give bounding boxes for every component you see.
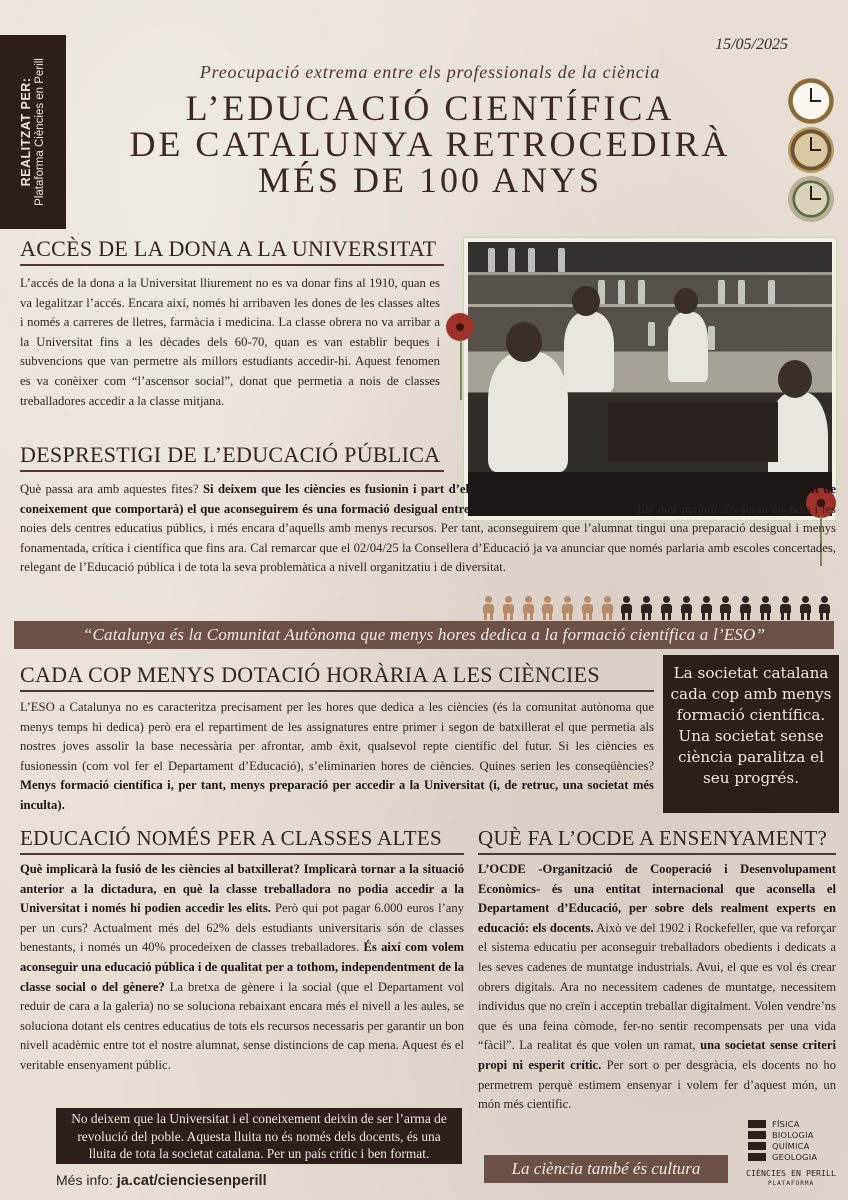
person-icon [500, 596, 514, 620]
author-org: Plataforma Ciències en Perill [34, 58, 46, 206]
bold-run: L’OCDE -Organització de Cooperació i Desenvolupament Econòmics- és una entitat internacional que aconsella el Departament d’Educació, per sobre dels realment experts en educació: els docents. [478, 862, 836, 935]
section-divider [20, 264, 444, 266]
section-title-public-education: DESPRESTIGI DE L’EDUCACIÓ PÚBLICA [20, 442, 441, 467]
bold-run: És així com volem aconseguir una educació pública i de qualitat per a tothom, independentment de la classe social o del gènere? [20, 940, 464, 994]
section-divider [20, 853, 464, 855]
text-run: Els més perjudicats seran els nois i les noies dels centres educatius públics, i més encara d’aquells amb menys recursos. Per tant, aconseguirem que l’alumnat tingui una preparació desigual i menys fonamentada, crítica i científica que fins ara. Cal remarcar que el 02/04/25 la Consellera d’Educació ja va anunciar que només parlaria amb escoles concertades, relegant de l’Educació pública i de tota la seva problemàtica a nivell organitzatiu i de diversitat. [20, 501, 836, 575]
section-title-upper-classes: EDUCACIÓ NOMÉS PER A CLASSES ALTES [20, 826, 442, 850]
historic-lab-photo [464, 238, 836, 520]
more-info-label: Més info: [56, 1172, 117, 1188]
section-divider [20, 690, 654, 692]
pocket-watch-icon [788, 127, 834, 173]
section-text-science-hours [20, 698, 654, 816]
person-icon [816, 596, 830, 620]
author-text [19, 58, 47, 206]
ciencies-en-perill-logo [744, 1118, 838, 1194]
person-icon [757, 596, 771, 620]
person-icon [480, 596, 494, 620]
section-text-public-education [20, 480, 836, 578]
highlight-quote: “Catalunya és la Comunitat Autònoma que menys hores dedica a la formació científica a l’ESO” [14, 621, 834, 649]
text-run: Què passa ara amb aquestes fites? [20, 482, 203, 496]
text-run: Però qui pot pagar 6.000 euros l’any per un curs? Actualment més del 62% dels estudiants universitaris són de classes benestants, i només un 40% procedeixen de classes treballadores. [20, 901, 464, 955]
logo-word: GEOLOGIA [772, 1152, 818, 1162]
section-text-upper-classes [20, 860, 464, 1076]
logo-sub: PLATAFORMA [767, 1180, 815, 1187]
text-run: Per sort o per desgràcia, els docents no ho permetrem perquè estimem ensenyar i volem fer d’aquest món, un món més científic. [478, 1057, 837, 1112]
person-icon [658, 596, 672, 620]
author-label: REALITZAT PER: [19, 77, 33, 187]
person-icon [638, 596, 652, 620]
more-info-link[interactable]: ja.cat/cienciesenperill [116, 1173, 267, 1189]
call-to-action-box: No deixem que la Universitat i el coneixement deixin de ser l’arma de revolució del poble. Aquesta lluita no és només dels docents, és una lluita de tota la societat catalana. Per un país crític i ben format. [56, 1108, 462, 1164]
text-run: Això ve del 1902 i Rockefeller, que va reforçar el sistema educatiu per aconseguir treballadors obedients i dedicats a les seves cadenes de muntatge industrials. Avui, el que es vol és crear obrers digitals. Ara no necessitem cadenes de muntatge, necessitem individus que no creïn i acceptin treballar digitalment. Volen vendre’ns que és una feina còmode, fer-no sentir recompensats per una vida “fàcil”. La realitat és que volen un ramat, [478, 920, 836, 1053]
publication-date: 15/05/2025 [715, 36, 788, 53]
person-icon [797, 596, 811, 620]
logo-name: CIÈNCIES EN PERILL [746, 1168, 836, 1178]
text-run: L’ESO a Catalunya no es caracteritza precisament per les hores que dedica a les ciències (és la comunitat autònoma que menys temps hi dedica) però era el repartiment de les assignatures entre primer i segon de batxillerat el que permetia als nostres joves assolir la base necessària per afrontar, amb èxit, qualsevol repte científic del futur. Si les ciències es fusionessin (com vol fer el Departament d’Educació), s’eliminarien hores de ciències. Quines serien les conseqüències? [20, 700, 654, 773]
section-title-women-access: ACCÈS DE LA DONA A LA UNIVERSITAT [20, 236, 437, 261]
section-text-women-access: L’accés de la dona a la Universitat lliurement no es va donar fins al 1910, quan es va legalitzar l’accés. Encara així, només hi arribaven les dones de les classes altes i només a carreres de lletres, farmàcia i medicina. La classe obrera no va arribar a la Universitat fins a les dècades dels 60-70, quan es van establir beques i subvencions que van permetre als millors estudiants accedir-hi. Aquest fenomen es va conèixer com “l’ascensor social”, donat que permetia a nois de classes treballadores accedir a la classe mitjana. [20, 276, 440, 408]
section-title-science-hours: CADA COP MENYS DOTACIÓ HORÀRIA A LES CIÈNCIES [20, 662, 600, 687]
section-divider [478, 853, 836, 855]
person-icon [599, 596, 613, 620]
bold-run: una societat sense criteri propi ni esperit crític. [478, 1038, 836, 1072]
person-icon [678, 596, 692, 620]
callout-box: La societat catalana cada cop amb menys formació científica. Una societat sense ciència paralitza el seu progrés. [663, 655, 839, 813]
person-icon [539, 596, 553, 620]
person-icon [777, 596, 791, 620]
bold-run: Menys formació científica i, per tant, menys preparació per accedir a la Universitat (i, de retruc, una societat més inculta). [20, 778, 654, 812]
logo-word: FÍSICA [772, 1119, 800, 1129]
headline-line: MÉS DE 100 ANYS [257, 160, 603, 200]
person-icon [520, 596, 534, 620]
pocket-watch-icon [788, 176, 834, 222]
text-run: La bretxa de gènere i la social (que el Departament vol reduir de cara a la galeria) no se soluciona rebaixant encara més el nivell a les aules, se soluciona dotant els centres educatius de tots els recursos necessaris per garantir un bon nivell acadèmic entre tot el nostre alumnat, sense distincions de cap mena. Aquest és el veritable ensenyament públic. [20, 979, 464, 1072]
headline-line: DE CATALUNYA RETROCEDIRÀ [129, 124, 731, 164]
more-info [56, 1172, 267, 1189]
bold-run: Què implicarà la fusió de les ciències al batxillerat? Implicarà tornar a la situació anterior a la dictadura, en què la classe treballadora no podia accedir a la Universitat i només hi podien accedir les elits. [20, 862, 464, 916]
bold-run: Si deixem que les ciències es fusionin i part d’elles passin a ser meres optatives (a part de la pèrdua important de coneixement que comportarà) el que aconseguirem és una formació desigual entre centres i entre classes socials. [20, 482, 836, 516]
poppy-stem-icon [460, 340, 462, 400]
headline [70, 90, 790, 198]
person-icon [579, 596, 593, 620]
headline-line: L’EDUCACIÓ CIENTÍFICA [185, 88, 675, 128]
pocket-watch-icon [788, 78, 834, 124]
section-divider [20, 470, 444, 472]
person-icon [698, 596, 712, 620]
culture-banner: La ciència també és cultura [484, 1155, 728, 1183]
person-icon [717, 596, 731, 620]
person-icon [618, 596, 632, 620]
logo-word: BIOLOGIA [772, 1130, 814, 1140]
author-sidebar [0, 35, 66, 229]
subtitle: Preocupació extrema entre els professionals de la ciència [199, 62, 661, 82]
logo-word: QUÍMICA [772, 1141, 810, 1151]
person-icon [737, 596, 751, 620]
people-icons-row [480, 596, 830, 620]
person-icon [559, 596, 573, 620]
section-title-ocde: QUÈ FA L’OCDE A ENSENYAMENT? [478, 826, 828, 850]
section-text-ocde [478, 860, 836, 1115]
poppy-flower-icon [446, 313, 474, 341]
